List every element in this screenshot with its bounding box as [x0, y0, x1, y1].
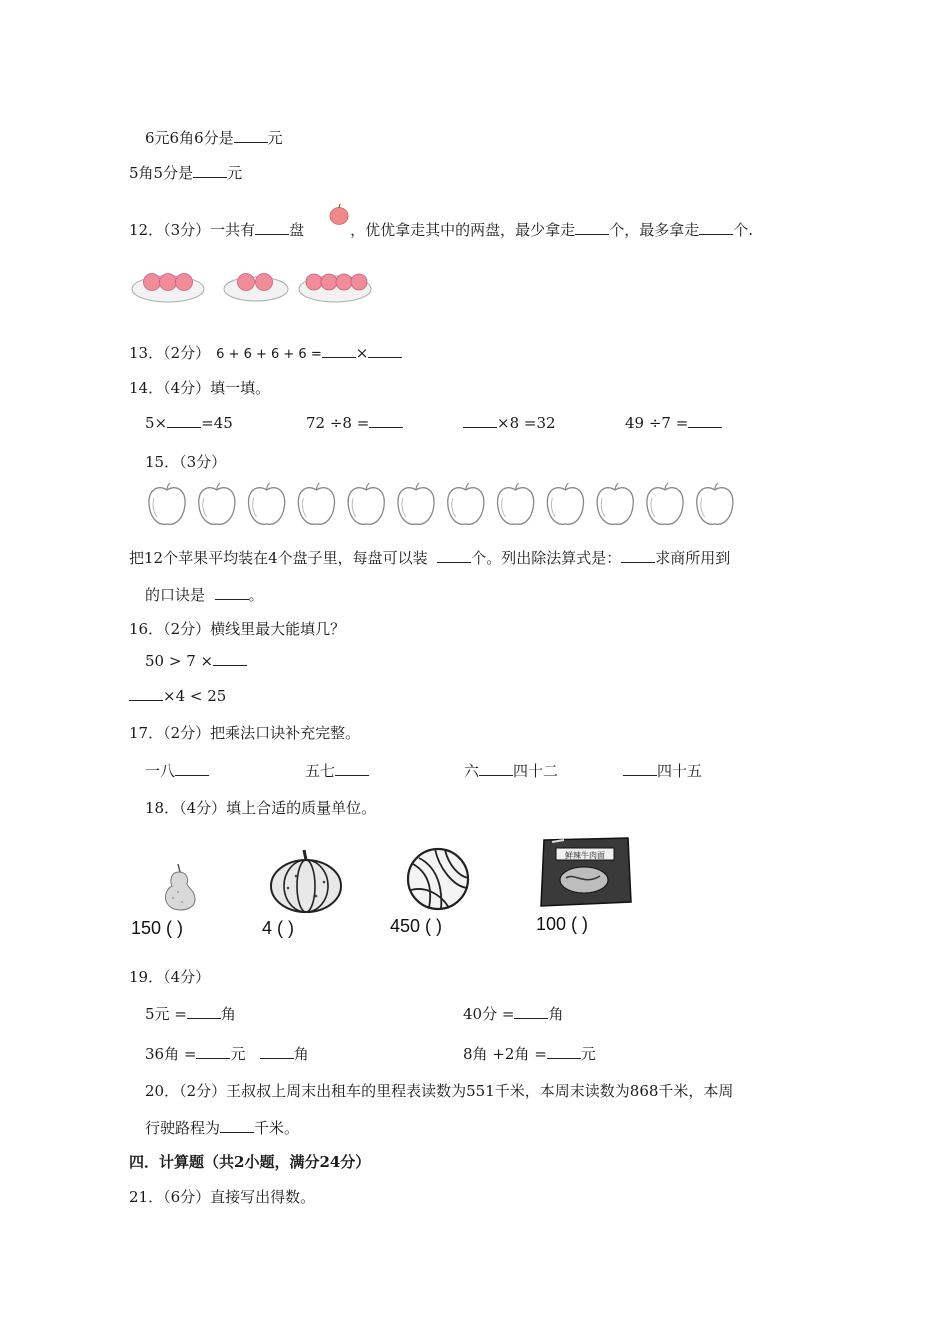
apple-outline-icon [547, 483, 583, 524]
q21-question [129, 1187, 315, 1207]
q17-item-2 [305, 761, 369, 781]
q15-score: （3分） [179, 453, 227, 471]
q15-text4: 的口诀是 [145, 586, 206, 604]
answer-blank[interactable] [175, 761, 209, 776]
q19-item-a2 [463, 1004, 563, 1024]
answer-blank[interactable] [335, 761, 369, 776]
answer-blank[interactable] [369, 413, 403, 428]
q11-line-b-unit: 元 [227, 164, 243, 182]
q14-item-3 [463, 413, 556, 433]
q13-score: （2分） [163, 344, 211, 362]
q20-text3: 千米。 [254, 1119, 300, 1137]
answer-blank[interactable] [255, 220, 289, 235]
q12-text2: 盘 [289, 221, 305, 239]
answer-blank[interactable] [368, 343, 402, 358]
q21-number: 21． [129, 1188, 164, 1206]
q20-number: 20． [145, 1082, 180, 1100]
q15-text-line1 [129, 548, 730, 568]
q14-title: 填一填。 [210, 379, 271, 397]
q13-expression: 6 + 6 + 6 + 6 = [216, 347, 322, 362]
q13-question [129, 343, 402, 365]
q17-item-text: 一八 [145, 762, 176, 780]
q16-question [129, 619, 345, 639]
q21-title: 直接写出得数。 [210, 1188, 316, 1206]
q15-text1: 把12个苹果平均装在4个盘子里，每盘可以装 [129, 549, 428, 567]
q20-line2 [145, 1118, 299, 1138]
q19-unit: 角 [548, 1005, 564, 1023]
q19-score: （4分） [163, 968, 211, 986]
q19-item-a1 [145, 1004, 236, 1024]
q16-score: （2分） [163, 620, 211, 638]
q19-unit: 元 [580, 1045, 596, 1063]
q17-item-1 [145, 761, 209, 781]
pear-icon [158, 862, 200, 912]
q19-number: 19． [129, 968, 164, 986]
answer-blank[interactable] [621, 548, 655, 563]
noodle-bag-label: 鲜辣牛肉面 [565, 851, 605, 860]
q14-item-1 [145, 413, 233, 433]
q16-line1 [145, 651, 247, 671]
answer-blank[interactable] [215, 585, 249, 600]
apple-outline-icon [498, 483, 534, 524]
q17-item-text: 四十五 [657, 762, 703, 780]
q17-title: 把乘法口诀补充完整。 [210, 724, 361, 742]
answer-blank[interactable] [220, 1118, 254, 1133]
answer-blank[interactable] [547, 1044, 581, 1059]
q16-line1-text: 50 > 7 × [145, 652, 214, 670]
apple-outline-icon [647, 483, 683, 524]
q19-unit: 角 [293, 1045, 309, 1063]
section-heading: 四．计算题（共2小题，满分24分） [129, 1153, 371, 1171]
answer-blank[interactable] [193, 163, 227, 178]
pumpkin-icon [268, 846, 344, 914]
q14-item-4 [625, 413, 722, 433]
q12-text4: 个，最多拿走 [609, 221, 700, 239]
q16-line2-text: ×4 < 25 [163, 687, 227, 705]
answer-blank[interactable] [260, 1044, 294, 1059]
q17-question [129, 723, 360, 743]
q20-question [145, 1081, 733, 1101]
q11-line-a [145, 128, 283, 148]
q15-text2: 个。列出除法算式是： [471, 549, 622, 567]
answer-blank[interactable] [699, 220, 733, 235]
q11-line-b-text: 5角5分是 [129, 164, 194, 182]
q19-item-b2 [463, 1044, 596, 1064]
answer-blank[interactable] [437, 548, 471, 563]
answer-blank[interactable] [479, 761, 513, 776]
q11-line-a-text: 6元6角6分是 [145, 129, 234, 147]
apple-outline-icon [249, 483, 285, 524]
q16-title: 横线里最大能填几？ [210, 620, 346, 638]
q19-unit: 角 [220, 1005, 236, 1023]
q19-item-b1 [145, 1044, 309, 1064]
q18-title: 填上合适的质量单位。 [226, 799, 377, 817]
apples-illustration [146, 482, 746, 528]
plate-icon [224, 274, 288, 302]
q11-line-a-unit: 元 [267, 129, 283, 147]
apple-outline-icon [149, 483, 185, 524]
q20-score: （2分） [179, 1082, 227, 1100]
q13-times: × [355, 344, 369, 362]
q11-line-b [129, 163, 242, 183]
q12-score: （3分） [163, 221, 211, 239]
q17-item-text: 五七 [305, 762, 336, 780]
plate-icon [132, 274, 204, 303]
answer-blank[interactable] [196, 1044, 230, 1059]
q15-text5: 。 [248, 586, 264, 604]
q17-item-text: 四十二 [513, 762, 559, 780]
plate-icon [299, 274, 371, 302]
q14-number: 14． [129, 379, 164, 397]
q14-item-text: 72 ÷8 = [306, 414, 370, 432]
apple-plates-illustration [130, 262, 375, 307]
answer-blank[interactable] [234, 128, 268, 143]
q18-label-noodles[interactable]: 100 ( ) [536, 914, 589, 934]
q14-item-text: 5× [145, 414, 168, 432]
q18-label-ball[interactable]: 450 ( ) [390, 916, 443, 936]
answer-blank[interactable] [514, 1004, 548, 1019]
answer-blank[interactable] [463, 413, 497, 428]
q17-item-3 [464, 761, 558, 781]
q18-score: （4分） [179, 799, 227, 817]
q18-question [145, 798, 376, 818]
q19-question [129, 967, 210, 987]
noodle-bag-icon [538, 834, 634, 910]
q16-line2 [129, 686, 226, 706]
q15-question [145, 452, 226, 472]
q12-text5: 个. [733, 221, 753, 239]
answer-blank[interactable] [187, 1004, 221, 1019]
q14-item-2 [306, 413, 403, 433]
q13-number: 13． [129, 344, 164, 362]
answer-blank[interactable] [688, 413, 722, 428]
apple-outline-icon [398, 483, 434, 524]
q20-text1: 王叔叔上周末出租车的里程表读数为551千米，本周末读数为868千米，本周 [226, 1082, 734, 1100]
answer-blank[interactable] [129, 686, 163, 701]
q14-score: （4分） [163, 379, 211, 397]
apple-outline-icon [298, 483, 334, 524]
q19-text: 5元 = [145, 1005, 187, 1023]
q18-label-pear[interactable]: 150 ( ) [131, 918, 184, 938]
q12-question [129, 220, 753, 240]
q19-text: 8角 +2角 = [463, 1045, 547, 1063]
apple-outline-icon [348, 483, 384, 524]
q17-score: （2分） [163, 724, 211, 742]
answer-blank[interactable] [322, 343, 356, 358]
q19-unit: 元 [230, 1045, 246, 1063]
answer-blank[interactable] [575, 220, 609, 235]
answer-blank[interactable] [167, 413, 201, 428]
q12-text3: ，优优拿走其中的两盘，最少拿走 [350, 221, 576, 239]
apple-icon [328, 202, 350, 226]
q14-item-text: =45 [201, 414, 233, 432]
apple-outline-icon [199, 483, 235, 524]
q15-text3: 求商所用到 [655, 549, 731, 567]
q19-text: 40分 = [463, 1005, 515, 1023]
answer-blank[interactable] [623, 761, 657, 776]
apple-outline-icon [448, 483, 484, 524]
q19-text: 36角 = [145, 1045, 197, 1063]
q15-number: 15． [145, 453, 180, 471]
q14-item-text: ×8 =32 [497, 414, 556, 432]
apple-outline-icon [597, 483, 633, 524]
q17-item-4 [623, 761, 702, 781]
q12-text1: 一共有 [210, 221, 256, 239]
q17-item-text: 六 [464, 762, 480, 780]
q16-number: 16． [129, 620, 164, 638]
apple-outline-icon [697, 483, 733, 524]
q17-number: 17． [129, 724, 164, 742]
q21-score: （6分） [163, 1188, 211, 1206]
q14-item-text: 49 ÷7 = [625, 414, 689, 432]
q18-number: 18． [145, 799, 180, 817]
volleyball-icon [405, 846, 471, 912]
q18-label-pumpkin[interactable]: 4 ( ) [262, 918, 295, 938]
q14-question [129, 378, 270, 398]
q20-text2: 行驶路程为 [145, 1119, 221, 1137]
q12-number: 12． [129, 221, 164, 239]
answer-blank[interactable] [213, 651, 247, 666]
q15-text-line2 [145, 585, 264, 605]
